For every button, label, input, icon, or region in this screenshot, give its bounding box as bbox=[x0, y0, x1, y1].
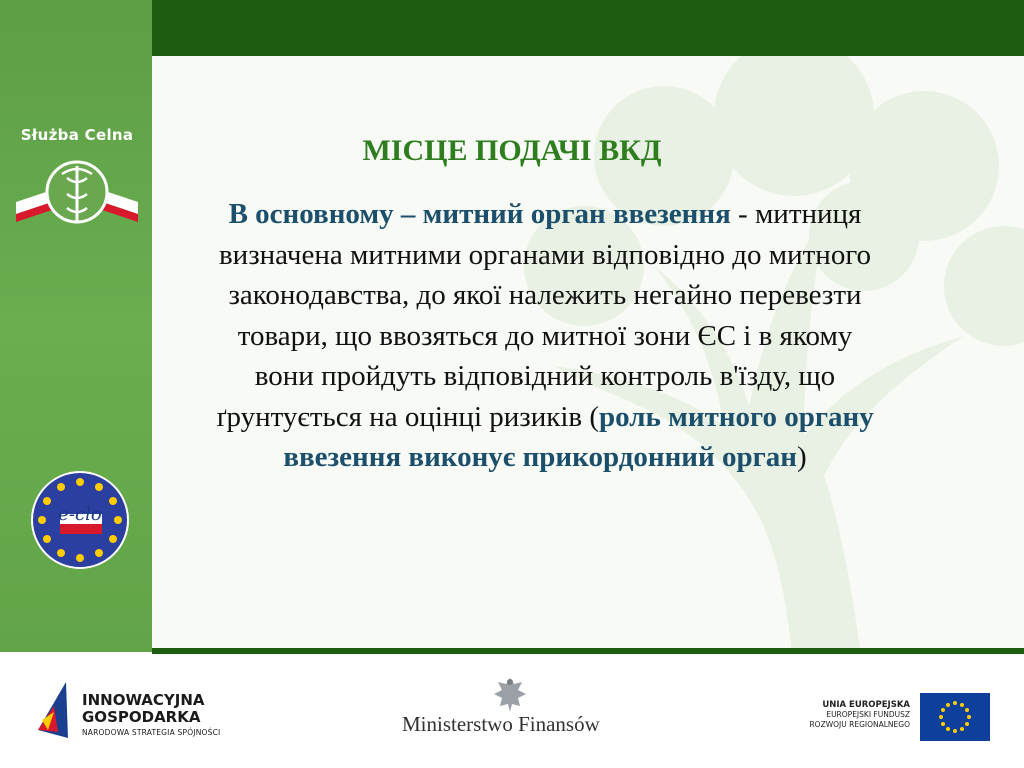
body-lead-bold: В основному – митний орган ввезення bbox=[228, 198, 731, 230]
body-paren-close: ) bbox=[796, 441, 807, 473]
top-bar bbox=[152, 0, 1024, 56]
sluzba-celna-text: Służba Celna bbox=[20, 126, 134, 144]
innowacyjna-text bbox=[82, 692, 220, 737]
polish-eagle-icon bbox=[490, 674, 530, 714]
innowacyjna-line3: NARODOWA STRATEGIA SPÓJNOŚCI bbox=[82, 728, 221, 737]
eu-line2: EUROPEJSKI FUNDUSZ bbox=[826, 710, 910, 719]
eu-line1: UNIA EUROPEJSKA bbox=[822, 700, 910, 710]
sluzba-celna-logo bbox=[10, 126, 144, 239]
eu-line3: ROZWOJU REGIONALNEGO bbox=[809, 720, 910, 729]
slide-title: МІСЦЕ ПОДАЧІ ВКД bbox=[362, 134, 662, 167]
innowacyjna-line1: INNOWACYJNA bbox=[82, 691, 205, 709]
eu-flag-icon bbox=[920, 693, 990, 741]
customs-emblem-icon bbox=[10, 144, 144, 234]
body-lead-rest: - митниця визначена митними органами відповідно до митного законодавства, до якої належить негайно перевезти товари, що ввозяться до митної зони ЄС і в якому вони пройдуть відповідний контроль в'їзду, що ґрунтується на оцінці ризиків ( bbox=[216, 198, 872, 433]
slide-body bbox=[210, 194, 880, 478]
badge-text: e-clo bbox=[58, 504, 102, 525]
innowacyjna-gospodarka-logo-icon bbox=[28, 680, 78, 740]
innowacyjna-line2: GOSPODARKA bbox=[82, 708, 201, 726]
eclo-eu-badge-icon bbox=[30, 470, 130, 570]
eu-fund-text bbox=[780, 700, 910, 730]
ministry-of-finance-text: Ministerstwo Finansów bbox=[402, 712, 600, 736]
body-paren-bold: роль митного органу ввезення виконує прикордонний орган bbox=[283, 400, 874, 473]
